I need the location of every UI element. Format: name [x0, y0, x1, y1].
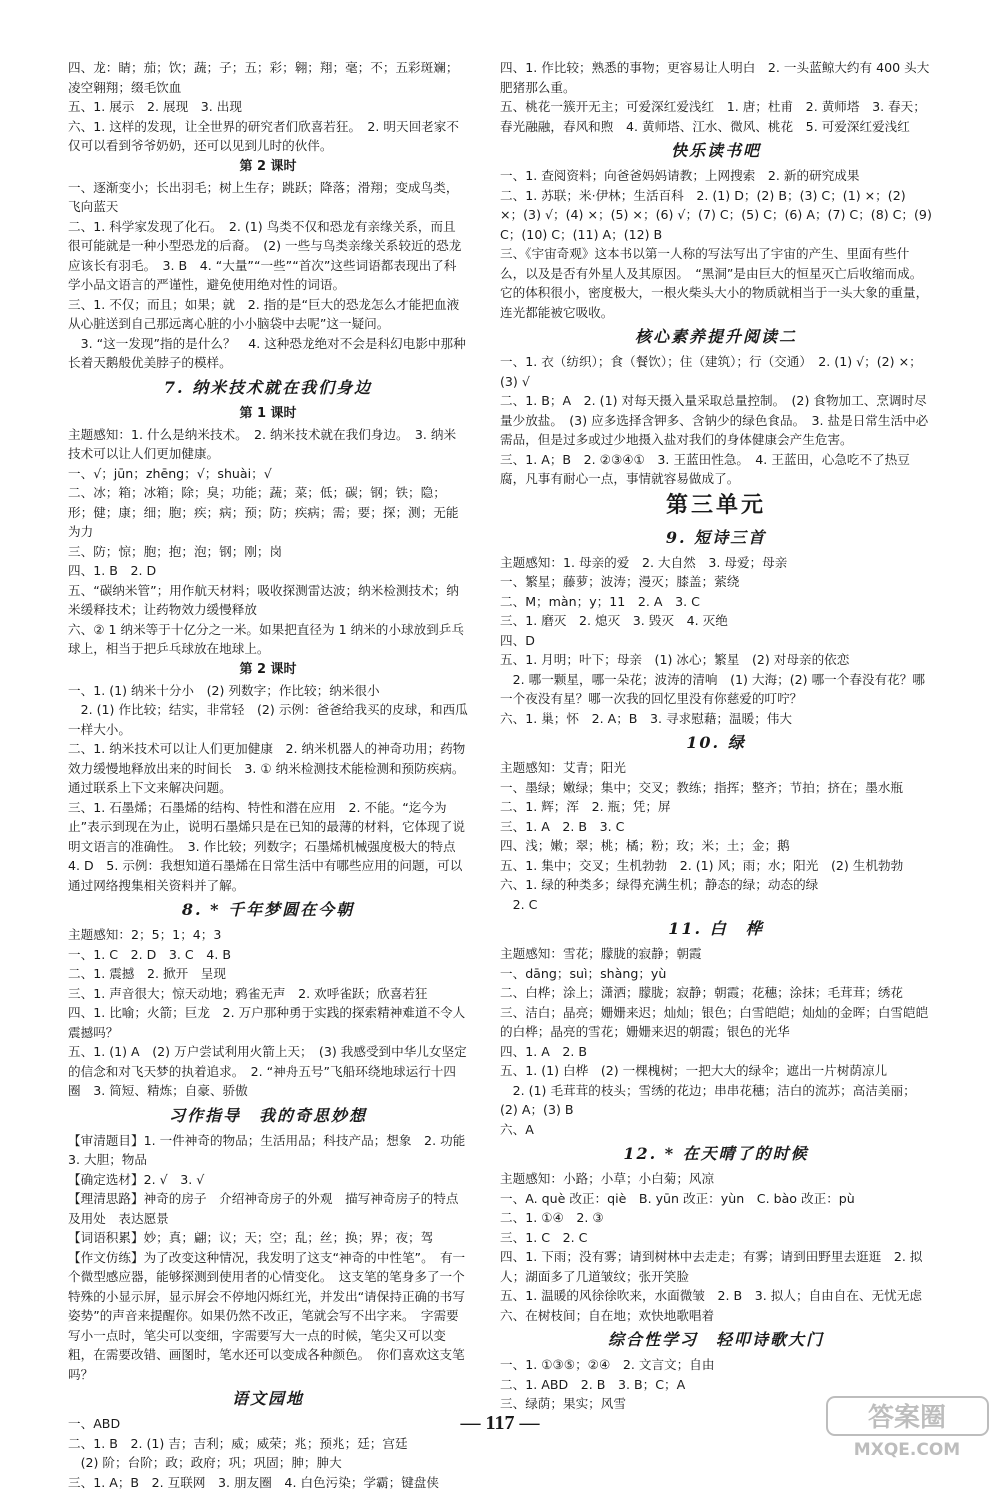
page-number: — 117 —	[0, 1412, 1000, 1435]
section-heading: 8. * 千年梦圆在今朝	[68, 895, 468, 925]
answer-line: 四、1. A 2. B	[500, 1042, 932, 1062]
answer-line: 四、1. 下雨；没有雾；请到树林中去走走；有雾；请到田野里去逛逛 2. 拟人；湖面多了几道皱纹；张开笑脸	[500, 1247, 932, 1286]
answer-line: 主题感知：小路；小草；小白菊；风凉	[500, 1169, 932, 1189]
answer-line: 五、1. 集中；交叉；生机勃勃 2. (1) 风；雨；水；阳光 (2) 生机勃勃	[500, 856, 932, 876]
watermark-icon	[825, 1393, 990, 1463]
answer-line: 五、“碳纳米管”；用作航天材料；吸收探测雷达波；纳米检测技术；纳米缓释技术；让药物效力缓慢释放	[68, 581, 468, 620]
answer-line: 3. “这一发现”指的是什么？ 4. 这种恐龙绝对不会是科幻电影中那种长着天鹅般优美脖子的模样。	[68, 334, 468, 373]
answer-line: 二、1. 苏联；米·伊林；生活百科 2. (1) D；(2) B；(3) C；(1) ×；(2) ×；(3) √；(4) ×；(5) ×；(6) √；(7) C；(5) C；(6) A；(7) C；(8) C；(9) C；(10) C；(11) A；(12) B	[500, 186, 932, 245]
answer-line: 【理清思路】神奇的房子 介绍神奇房子的外观 描写神奇房子的特点及用处 表达愿景	[68, 1189, 468, 1228]
answer-line: 五、1. 月明；叶下；母亲 (1) 冰心；繁星 (2) 对母亲的依恋	[500, 650, 932, 670]
section-heading: 10. 绿	[500, 728, 932, 758]
answer-line: 一、ABD	[68, 1414, 468, 1434]
watermark-logo	[825, 1393, 990, 1463]
watermark-line1: 答案圈	[868, 1403, 946, 1433]
answer-line: 六、② 1 纳米等于十亿分之一米。如果把直径为 1 纳米的小球放到乒乓球上，相当于把乒乓球放在地球上。	[68, 620, 468, 659]
answer-line: 二、1. B 2. (1) 吉；吉利；威；威荣；兆；预兆；廷；宫廷	[68, 1434, 468, 1454]
answer-line: 二、1. 辉；浑 2. 瓶；凭；屏	[500, 797, 932, 817]
unit-heading: 第三单元	[500, 489, 932, 523]
answer-line: 三、1. A 2. B 3. C	[500, 817, 932, 837]
section-heading: 7. 纳米技术就在我们身边	[68, 373, 468, 403]
section-heading: 语文园地	[68, 1384, 468, 1414]
answer-line: 三、1. 声音很大；惊天动地；鸦雀无声 2. 欢呼雀跃；欣喜若狂	[68, 984, 468, 1004]
answer-line: 2. (1) 毛茸茸的枝头；雪绣的花边；串串花穗；洁白的流苏；高洁美丽；(2) A；(3) B	[500, 1081, 932, 1120]
section-heading: 习作指导 我的奇思妙想	[68, 1101, 468, 1131]
watermark-line2: MXQE.COM	[854, 1440, 960, 1460]
answer-line: 四、1. B 2. D	[68, 561, 468, 581]
answer-line: 二、白桦；涂上；潇洒；朦胧；寂静；朝霞；花穗；涂抹；毛茸茸；绣花	[500, 983, 932, 1003]
answer-line: (2) 阶；台阶；政；政府；巩；巩固；胂；胂大	[68, 1453, 468, 1473]
answer-line: 六、1. 这样的发现，让全世界的研究者们欣喜若狂。 2. 明天回老家不仅可以看到爷爷奶奶，还可以见到儿时的伙伴。	[68, 117, 468, 156]
answer-line: 2. (1) 作比较；结实，非常轻 (2) 示例：爸爸给我买的皮球，和西瓜一样大小。	[68, 700, 468, 739]
answer-line: 二、1. 震撼 2. 掀开 呈现	[68, 964, 468, 984]
answer-line: 主题感知：2；5；1；4；3	[68, 925, 468, 945]
answer-line: 一、1. 衣（纺织）；食（餐饮）；住（建筑）；行（交通） 2. (1) √；(2) ×；(3) √	[500, 352, 932, 391]
answer-line: 2. C	[500, 895, 932, 915]
answer-line: 五、1. (1) 白桦 (2) 一棵槐树；一把大大的绿伞；遮出一片树荫凉儿	[500, 1061, 932, 1081]
answer-line: 三、1. 磨灭 2. 熄灭 3. 毁灭 4. 灭绝	[500, 611, 932, 631]
section-heading: 12. * 在天晴了的时候	[500, 1139, 932, 1169]
answer-line: 四、1. 作比较；熟悉的事物；更容易让人明白 2. 一头蓝鲸大约有 400 头大肥猪那么重。	[500, 58, 932, 97]
section-heading: 综合性学习 轻叩诗歌大门	[500, 1325, 932, 1355]
answer-line: 一、1. ①③⑤；②④ 2. 文言文；自由	[500, 1355, 932, 1375]
section-heading: 9. 短诗三首	[500, 523, 932, 553]
section-heading: 11. 白 桦	[500, 914, 932, 944]
answer-line: 六、1. 绿的种类多；绿得充满生机；静态的绿；动态的绿	[500, 875, 932, 895]
answer-line: 一、1. C 2. D 3. C 4. B	[68, 945, 468, 965]
answer-line: 三、1. A；B 2. ②③④① 3. 王蓝田性急。 4. 王蓝田，心急吃不了热豆腐，凡事有耐心一点，事情就容易做成了。	[500, 450, 932, 489]
lesson-subheading: 第 1 课时	[68, 403, 468, 425]
answer-line: 主题感知：1. 什么是纳米技术。 2. 纳米技术就在我们身边。 3. 纳米技术可以让人们更加健康。	[68, 425, 468, 464]
section-heading: 核心素养提升阅读二	[500, 322, 932, 352]
left-column	[68, 58, 468, 1492]
answer-line: 一、1. (1) 纳米十分小 (2) 列数字；作比较；纳米很小	[68, 681, 468, 701]
answer-line: 三、1. 石墨烯；石墨烯的结构、特性和潜在应用 2. 不能。“迄今为止”表示到现在为止，说明石墨烯只是在已知的最薄的材料，它体现了说明文语言的准确性。 3. 作比较；列数字；石墨烯机械强度极大的特点 4. D 5. 示例：我想知道石墨烯在日常生活中有哪些应用的问题，可以通过网络搜集相关资料并了解。	[68, 798, 468, 896]
answer-line: 六、在树枝间；自在地；欢快地歌唱着	[500, 1306, 932, 1326]
answer-line: 二、1. ①④ 2. ③	[500, 1208, 932, 1228]
lesson-subheading: 第 2 课时	[68, 156, 468, 178]
right-column	[500, 58, 932, 1414]
answer-line: 2. 哪一颗星，哪一朵花；波涛的清响 (1) 大海；(2) 哪一个春没有花？哪一个夜没有星？哪一次我的回忆里没有你慈爱的叮咛？	[500, 670, 932, 709]
answer-line: 五、1. 展示 2. 展现 3. 出现	[68, 97, 468, 117]
answer-line: 二、M；màn；y；11 2. A 3. C	[500, 592, 932, 612]
answer-line: 四、浅；嫩；翠；桃；橘；粉；玫；米；土；金；鹅	[500, 836, 932, 856]
answer-line: 一、dāng；suì；shàng；yù	[500, 964, 932, 984]
answer-line: 三、防；惊；胞；抱；泡；钢；刚；岗	[68, 542, 468, 562]
answer-line: 四、D	[500, 631, 932, 651]
answer-line: 四、1. 比喻；火箭；巨龙 2. 万户那种勇于实践的探索精神难道不令人震撼吗？	[68, 1003, 468, 1042]
answer-line: 一、逐渐变小；长出羽毛；树上生存；跳跃；降落；滑翔；变成鸟类，飞向蓝天	[68, 178, 468, 217]
answer-line: 三、1. 不仅；而且；如果；就 2. 指的是“巨大的恐龙怎么才能把血液从心脏送到自己那远离心脏的小小脑袋中去呢”这一疑问。	[68, 295, 468, 334]
answer-line: 三、1. C 2. C	[500, 1228, 932, 1248]
answer-line: 二、1. B；A 2. (1) 对每天摄入量采取总量控制。 (2) 食物加工、烹调时尽量少放盐。 (3) 应多选择含钾多、含钠少的绿色食品。 3. 盐是日常生活中必需品，但是过多或过少地摄入盐对我们的身体健康会产生危害。	[500, 391, 932, 450]
answer-line: 一、√；jūn；zhēng；√；shuài；√	[68, 464, 468, 484]
answer-line: 【作文仿练】为了改变这种情况，我发明了这支“神奇的中性笔”。 有一个微型感应器，能够探测到使用者的心情变化。 这支笔的笔身多了一个特殊的小显示屏，显示屏会不停地闪烁红光，并发出“请保持正确的书写姿势”的声音来提醒你。如果仍然不改正，笔就会写不出字来。 字需要写小一点时，笔尖可以变细，字需要写大一点的时候，笔尖又可以变粗，在需要改错、画图时，笔水还可以变成各种颜色。 你们喜欢这支笔吗？	[68, 1248, 468, 1385]
answer-line: 五、1. (1) A (2) 万户尝试利用火箭上天； (3) 我感受到中华儿女坚定的信念和对飞天梦的执着追求。 2. “神舟五号”飞船环绕地球运行十四圈 3. 简短、精炼；自豪、骄傲	[68, 1042, 468, 1101]
answer-line: 【词语积累】妙；真；翩；议；天；空；乱；丝；换；界；夜；驾	[68, 1228, 468, 1248]
answer-line: 六、A	[500, 1120, 932, 1140]
answer-line: 一、墨绿；嫩绿；集中；交叉；教练；指挥；整齐；节拍；挤在；墨水瓶	[500, 778, 932, 798]
answer-line: 一、繁星；藤萝；波涛；漫灭；膝盖；萦绕	[500, 572, 932, 592]
answer-line: 三、洁白；晶亮；姗姗来迟；灿灿；银色；白雪皑皑；灿灿的金晖；白雪皑皑的白桦；晶亮的雪花；姗姗来迟的朝霞；银色的光华	[500, 1003, 932, 1042]
answer-line: 二、1. 科学家发现了化石。 2. (1) 鸟类不仅和恐龙有亲缘关系，而且很可能就是一种小型恐龙的后裔。 (2) 一些与鸟类亲缘关系较近的恐龙应该长有羽毛。 3. B 4. “大量”“一些”“首次”这些词语都表现出了科学小品文语言的严谨性，避免使用绝对性的词语。	[68, 217, 468, 295]
answer-line: 四、龙：睛；茄；饮；蔬；子；五；彩；翱；翔；毫；不；五彩斑斓；凌空翱翔；缀毛饮血	[68, 58, 468, 97]
answer-line: 二、1. 纳米技术可以让人们更加健康 2. 纳米机器人的神奇功用；药物效力缓慢地释放出来的时间长 3. ① 纳米检测技术能检测和预防疾病。 通过联系上下文来解决问题。	[68, 739, 468, 798]
lesson-subheading: 第 2 课时	[68, 659, 468, 681]
answer-line: 三、绿荫；果实；风雪	[500, 1394, 932, 1414]
section-heading: 快乐读书吧	[500, 136, 932, 166]
answer-line: 二、冰；箱；冰箱；除；臭；功能；蔬；菜；低；碳；钢；铁；隐；形；健；康；细；胞；疾；病；预；防；疾病；需；要；探；测；无能为力	[68, 483, 468, 542]
answer-line: 二、1. ABD 2. B 3. B；C；A	[500, 1375, 932, 1395]
answer-line: 三、《宇宙奇观》这本书以第一人称的写法写出了宇宙的产生、里面有些什么，以及是否有外星人及其原因。 “黑洞”是由巨大的恒星灭亡后收缩而成。它的体积很小，密度极大，一根火柴头大小的物质就相当于一头大象的重量，连光都能被它吸收。	[500, 244, 932, 322]
answer-line: 【确定选材】2. √ 3. √	[68, 1170, 468, 1190]
answer-line: 五、桃花一簇开无主；可爱深红爱浅红 1. 唐；杜甫 2. 黄师塔 3. 春天；春光融融，春风和煦 4. 黄师塔、江水、微风、桃花 5. 可爱深红爱浅红	[500, 97, 932, 136]
answer-line: 五、1. 温暖的风徐徐吹来，水面微皱 2. B 3. 拟人；自由自在、无忧无虑	[500, 1286, 932, 1306]
answer-line: 【审清题目】1. 一件神奇的物品；生活用品；科技产品；想象 2. 功能 3. 大胆；物品	[68, 1131, 468, 1170]
answer-line: 一、A. què 改正：qiè B. yūn 改正：yùn C. bào 改正：pù	[500, 1189, 932, 1209]
answer-line: 三、1. A；B 2. 互联网 3. 朋友圈 4. 白色污染；学霸；键盘侠	[68, 1473, 468, 1492]
answer-line: 主题感知：艾青；阳光	[500, 758, 932, 778]
answer-line: 六、1. 巢；怀 2. A；B 3. 寻求慰藉；温暖；伟大	[500, 709, 932, 729]
answer-line: 主题感知：雪花；朦胧的寂静；朝霞	[500, 944, 932, 964]
answer-line: 主题感知：1. 母亲的爱 2. 大自然 3. 母爱；母亲	[500, 553, 932, 573]
answer-line: 一、1. 查阅资料；向爸爸妈妈请教；上网搜索 2. 新的研究成果	[500, 166, 932, 186]
